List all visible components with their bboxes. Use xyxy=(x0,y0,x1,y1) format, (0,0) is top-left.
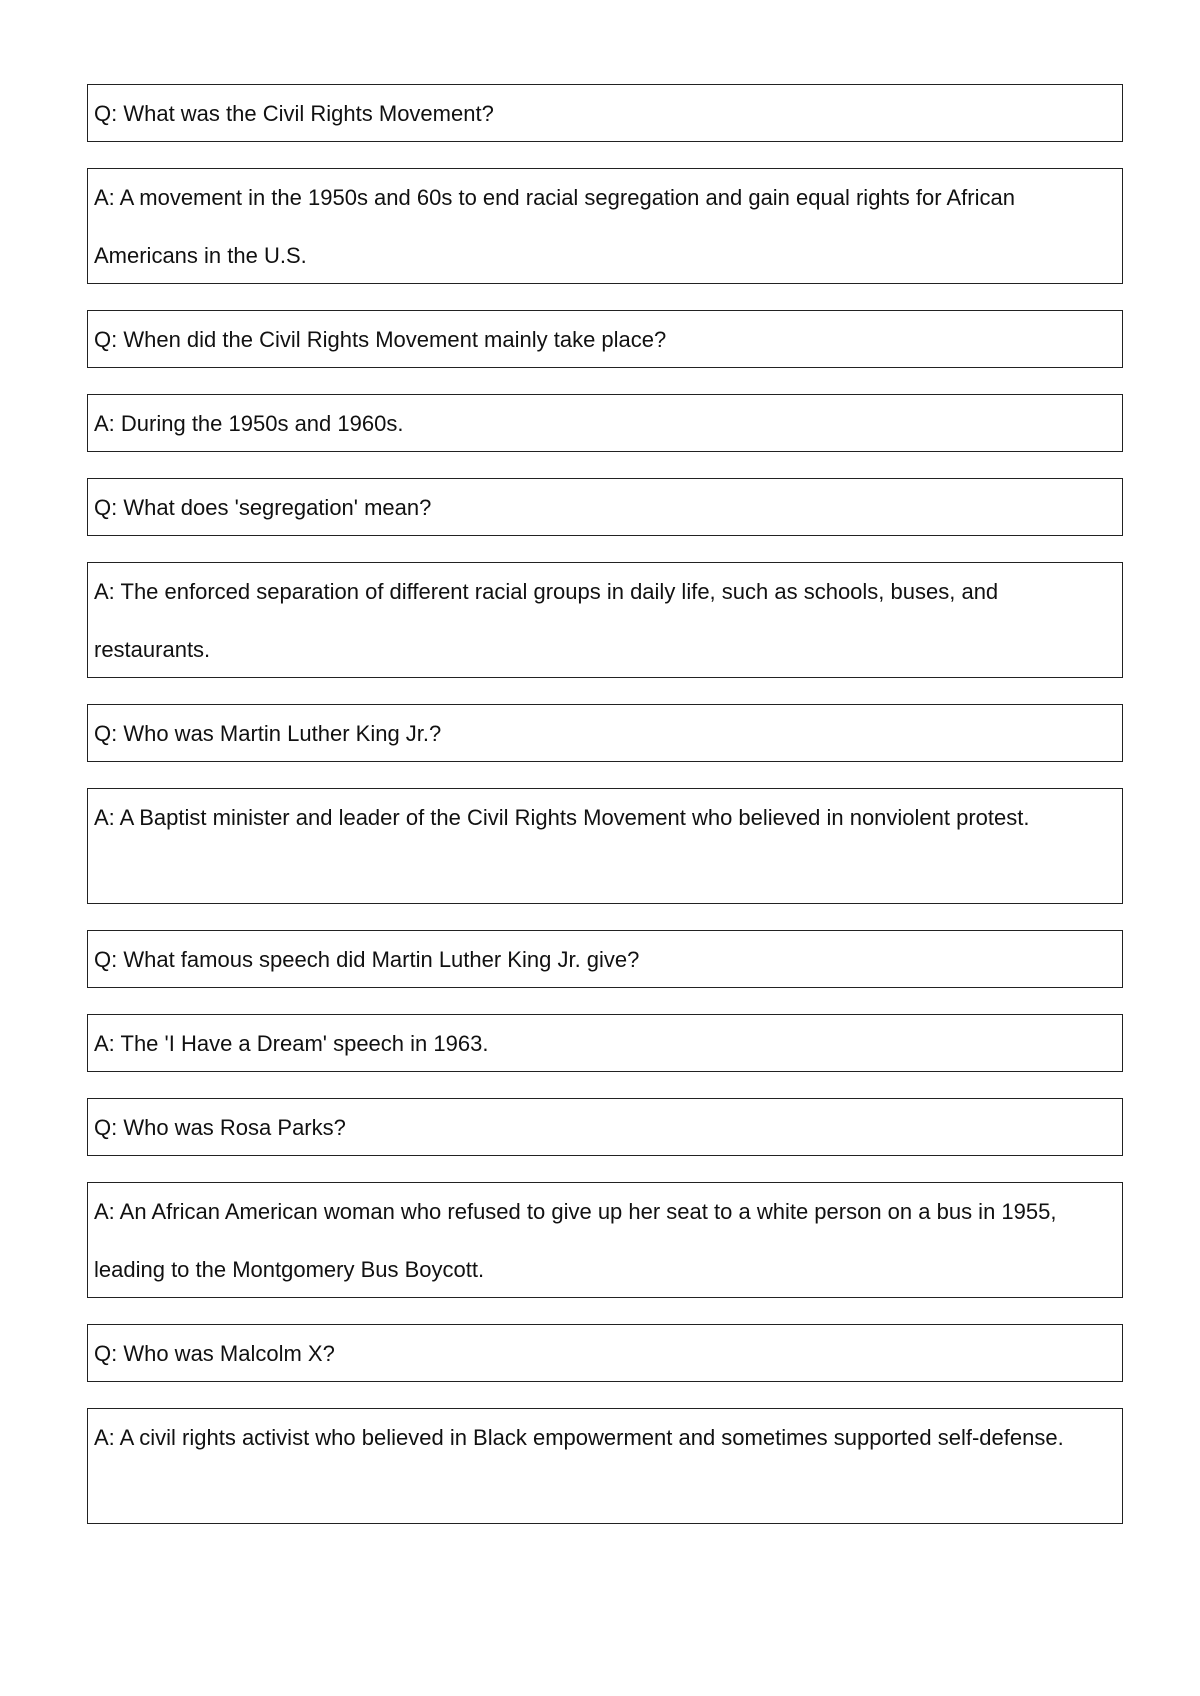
question-box: Q: When did the Civil Rights Movement mainly take place? xyxy=(87,310,1123,368)
answer-box: A: During the 1950s and 1960s. xyxy=(87,394,1123,452)
question-box: Q: What was the Civil Rights Movement? xyxy=(87,84,1123,142)
answer-box: A: The enforced separation of different racial groups in daily life, such as schools, buses, and restaurants. xyxy=(87,562,1123,678)
qa-list xyxy=(87,84,1123,1550)
answer-box: A: An African American woman who refused to give up her seat to a white person on a bus in 1955, leading to the Montgomery Bus Boycott. xyxy=(87,1182,1123,1298)
question-box: Q: Who was Martin Luther King Jr.? xyxy=(87,704,1123,762)
question-box: Q: Who was Malcolm X? xyxy=(87,1324,1123,1382)
question-box: Q: What famous speech did Martin Luther King Jr. give? xyxy=(87,930,1123,988)
question-box: Q: Who was Rosa Parks? xyxy=(87,1098,1123,1156)
answer-box: A: A civil rights activist who believed in Black empowerment and sometimes supported self-defense. xyxy=(87,1408,1123,1524)
answer-box: A: A Baptist minister and leader of the Civil Rights Movement who believed in nonviolent protest. xyxy=(87,788,1123,904)
answer-box: A: The 'I Have a Dream' speech in 1963. xyxy=(87,1014,1123,1072)
question-box: Q: What does 'segregation' mean? xyxy=(87,478,1123,536)
answer-box: A: A movement in the 1950s and 60s to end racial segregation and gain equal rights for African Americans in the U.S. xyxy=(87,168,1123,284)
